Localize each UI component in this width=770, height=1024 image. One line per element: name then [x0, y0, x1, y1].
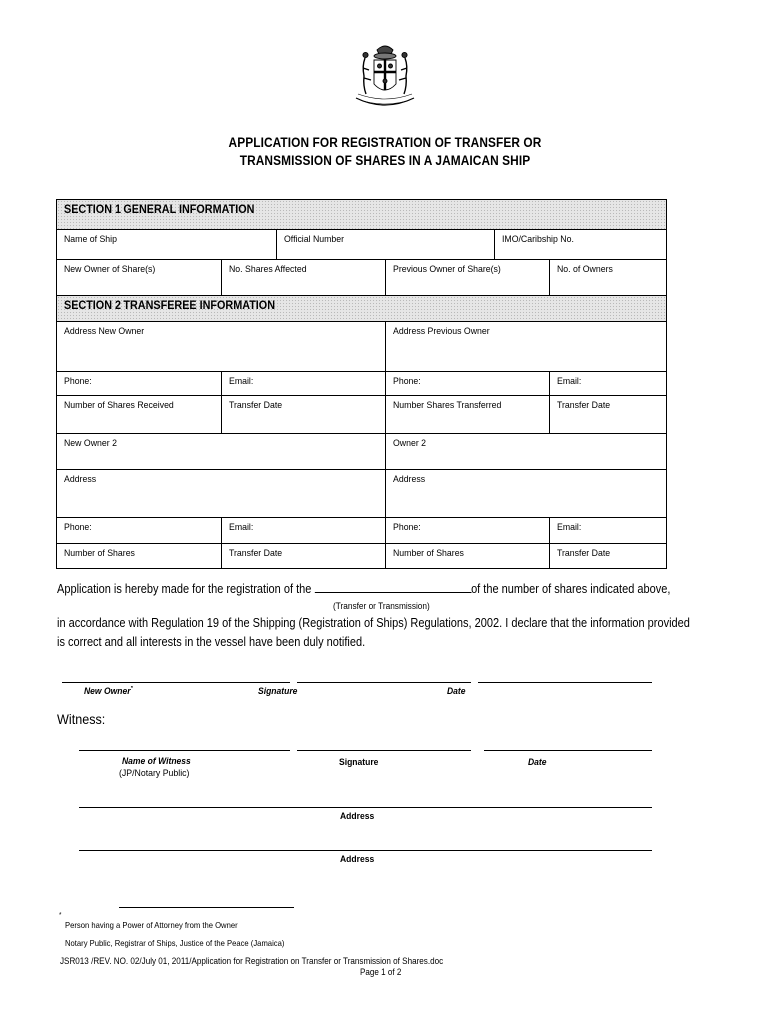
section1-title: GENERAL INFORMATION [123, 202, 255, 216]
transfer-or-transmission-hint: (Transfer or Transmission) [333, 601, 430, 611]
declaration-line1-start: Application is hereby made for the registration of the [57, 582, 315, 596]
jp-notary-label: (JP/Notary Public) [119, 768, 190, 779]
shares-received-field[interactable]: Number of Shares Received [57, 396, 222, 434]
footnote-asterisk: * [59, 912, 62, 919]
address-previous-owner-field[interactable]: Address Previous Owner [386, 322, 666, 372]
new-owner-2-field[interactable]: New Owner 2 [57, 434, 386, 470]
new-owner-signature-line[interactable] [297, 682, 471, 683]
new-owner-shares-field[interactable]: New Owner of Share(s) [57, 260, 222, 296]
witness-address-line-1[interactable] [79, 807, 652, 808]
new-owner-name-line[interactable] [62, 682, 290, 683]
owner-2-transfer-date-field[interactable]: Transfer Date [557, 548, 611, 559]
witness-signature-label: Signature [339, 757, 379, 768]
page-number: Page 1 of 2 [360, 967, 402, 977]
new-owner-email-field[interactable]: Email: [222, 372, 386, 396]
form-title-line2: TRANSMISSION OF SHARES IN A JAMAICAN SHIP [239, 153, 531, 168]
transfer-or-transmission-blank[interactable] [314, 581, 471, 593]
section2-title: TRANSFEREE INFORMATION [123, 298, 276, 312]
witness-date-label: Date [528, 757, 547, 768]
section1-number: SECTION 1 [64, 202, 122, 216]
new-owner-label: New Owner* [84, 686, 133, 698]
previous-owner-shares-field[interactable]: Previous Owner of Share(s) [386, 260, 550, 296]
footnote-power-of-attorney: Person having a Power of Attorney from the Owner [65, 920, 238, 930]
section2-header [57, 296, 666, 322]
document-reference: JSR013 /REV. NO. 02/July 01, 2011/Application for Registration on Transfer or Transmission of Shares.doc [60, 956, 444, 966]
footnote-notary: Notary Public, Registrar of Ships, Justice of the Peace (Jamaica) [65, 938, 285, 948]
declaration-line3: is correct and all interests in the vessel have been duly notified. [57, 635, 366, 649]
new-owner-2-phone-field[interactable]: Phone: [57, 518, 222, 544]
declaration-line1-end: of the number of shares indicated above, [471, 582, 671, 596]
owner-2-field[interactable]: Owner 2 [386, 434, 666, 470]
new-owner-2-address-field[interactable]: Address [57, 470, 386, 518]
imo-caribship-field[interactable]: IMO/Caribship No. [495, 230, 666, 260]
declaration-line2: in accordance with Regulation 19 of the Shipping (Registration of Ships) Regulations, 2002. I declare that the information provided [57, 616, 690, 630]
witness-address-line-2[interactable] [79, 850, 652, 851]
footnote-divider [119, 907, 294, 908]
section2-number: SECTION 2 [64, 298, 122, 312]
owner-2-address-field[interactable]: Address [386, 470, 666, 518]
date-label: Date [447, 686, 466, 697]
section1-header [57, 200, 666, 230]
owner-2-shares-field[interactable]: Number of Shares [386, 544, 550, 568]
transferred-transfer-date-field[interactable]: Transfer Date [550, 396, 666, 434]
received-transfer-date-field[interactable]: Transfer Date [222, 396, 386, 434]
form-title-line1: APPLICATION FOR REGISTRATION OF TRANSFER OR [228, 135, 542, 150]
owner-2-phone-field[interactable]: Phone: [386, 518, 550, 544]
jamaica-coat-of-arms-icon [350, 42, 420, 114]
signature-label: Signature [258, 686, 298, 697]
official-number-field[interactable]: Official Number [277, 230, 495, 260]
previous-owner-email-field[interactable]: Email: [550, 372, 666, 396]
previous-owner-phone-field[interactable]: Phone: [386, 372, 550, 396]
witness-signature-line[interactable] [297, 750, 471, 751]
witness-name-line[interactable] [79, 750, 290, 751]
application-form-table [56, 199, 667, 569]
witness-address-label-2: Address [340, 854, 375, 865]
owner-2-email-field[interactable]: Email: [550, 518, 666, 544]
no-of-owners-field[interactable]: No. of Owners [550, 260, 666, 296]
name-of-witness-label: Name of Witness [122, 756, 191, 767]
witness-address-label-1: Address [340, 811, 375, 822]
witness-heading: Witness: [57, 711, 106, 727]
address-new-owner-field[interactable]: Address New Owner [57, 322, 386, 372]
name-of-ship-field[interactable]: Name of Ship [57, 230, 277, 260]
no-shares-affected-field[interactable]: No. Shares Affected [222, 260, 386, 296]
shares-transferred-field[interactable]: Number Shares Transferred [386, 396, 550, 434]
declaration-line1 [57, 581, 670, 596]
witness-date-line[interactable] [484, 750, 652, 751]
new-owner-phone-field[interactable]: Phone: [57, 372, 222, 396]
new-owner-date-line[interactable] [478, 682, 652, 683]
new-owner-2-shares-field[interactable]: Number of Shares [57, 544, 222, 568]
new-owner-2-email-field[interactable]: Email: [222, 518, 386, 544]
new-owner-2-transfer-date-field[interactable]: Transfer Date [222, 544, 386, 568]
